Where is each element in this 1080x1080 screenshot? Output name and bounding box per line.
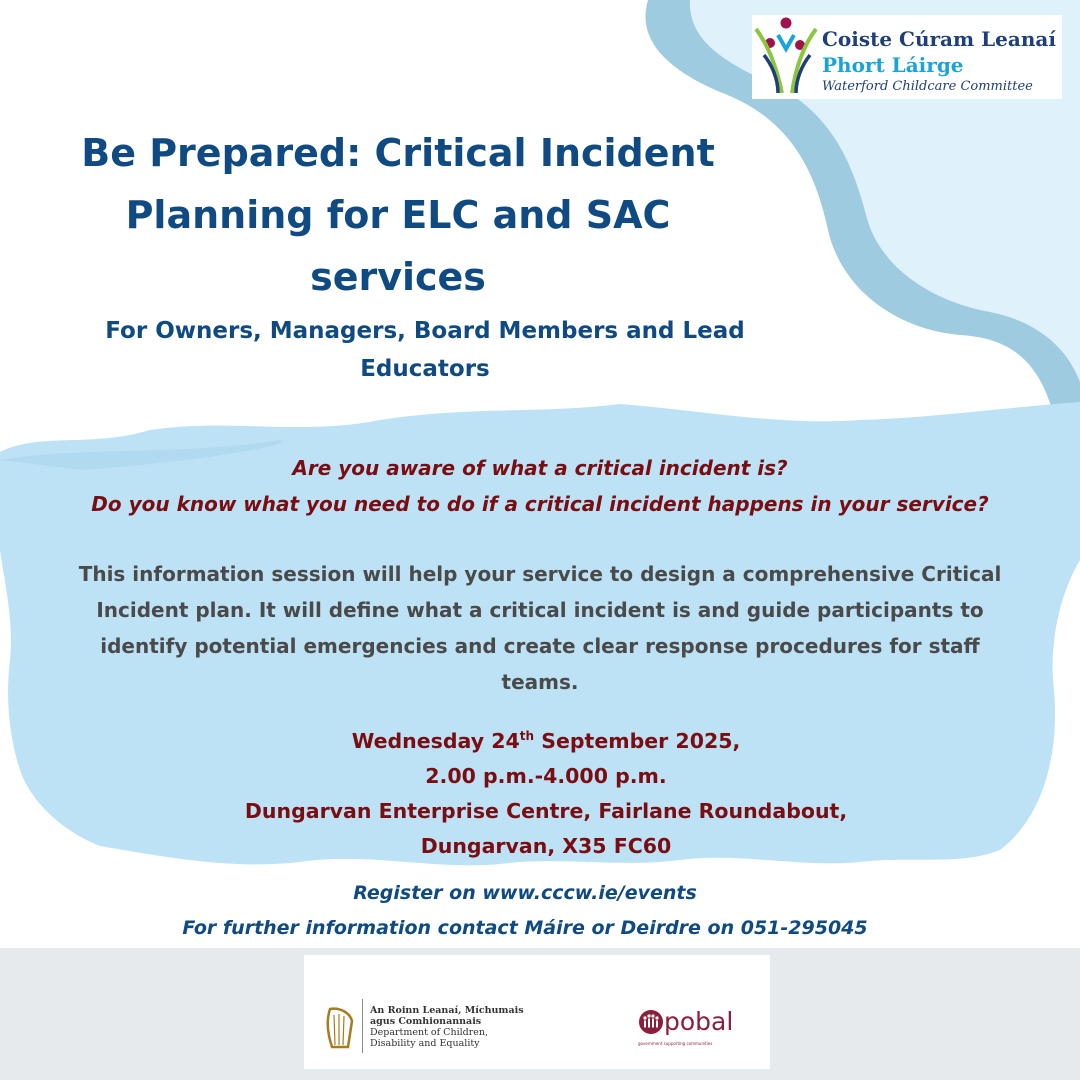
question-line: Do you know what you need to do if a critical incident happens in your service? [91,492,989,516]
description-line: This information session will help your service to design a comprehensive Critical [78,562,1002,586]
further-info: For further information contact Máire or Deirdre on 051-295045 [182,917,868,939]
description-line: teams. [501,670,579,694]
logo-text-irish-line1: Coiste Cúram Leanaí [822,27,1056,51]
session-description [40,556,1040,700]
event-date: Wednesday 24th September 2025, [351,729,741,753]
harp-icon [322,1005,356,1051]
cccw-logo [752,15,1062,99]
audience-subtitle [30,312,820,388]
title-line: services [310,255,486,299]
title-line: Planning for ELC and SAC [125,193,671,237]
page-title [20,122,776,308]
description-line: Incident plan. It will define what a critical incident is and guide participants to [96,598,984,622]
pobal-tagline: government supporting communities [638,1041,713,1046]
event-details [0,724,1080,864]
contact-info [0,876,1050,946]
dept-logo-text: An Roinn Leanaí, Míchumais agus Comhionannais Department of Children, Disability and Equality [370,1005,524,1049]
register-link[interactable]: Register on www.cccw.ie/events [353,882,697,904]
pobal-logo-text: pobal [664,1007,734,1036]
people-figures-icon [752,15,822,99]
logo-text-irish-line2: Phort Láirge [822,53,964,77]
intro-questions [0,450,1080,522]
dept-divider [362,999,363,1053]
subtitle-line: Educators [360,356,490,382]
sponsor-logos [304,955,770,1069]
logo-text-english: Waterford Childcare Committee [822,79,1033,94]
pobal-people-icon [638,1009,664,1035]
event-venue-line1: Dungarvan Enterprise Centre, Fairlane Roundabout, [244,799,848,823]
event-time: 2.00 p.m.-4.000 p.m. [425,764,667,788]
title-line: Be Prepared: Critical Incident [81,131,715,175]
event-venue-line2: Dungarvan, X35 FC60 [420,834,672,858]
question-line: Are you aware of what a critical incident is? [292,456,788,480]
description-line: identify potential emergencies and create clear response procedures for staff [100,634,980,658]
subtitle-line: For Owners, Managers, Board Members and Lead [105,318,745,344]
